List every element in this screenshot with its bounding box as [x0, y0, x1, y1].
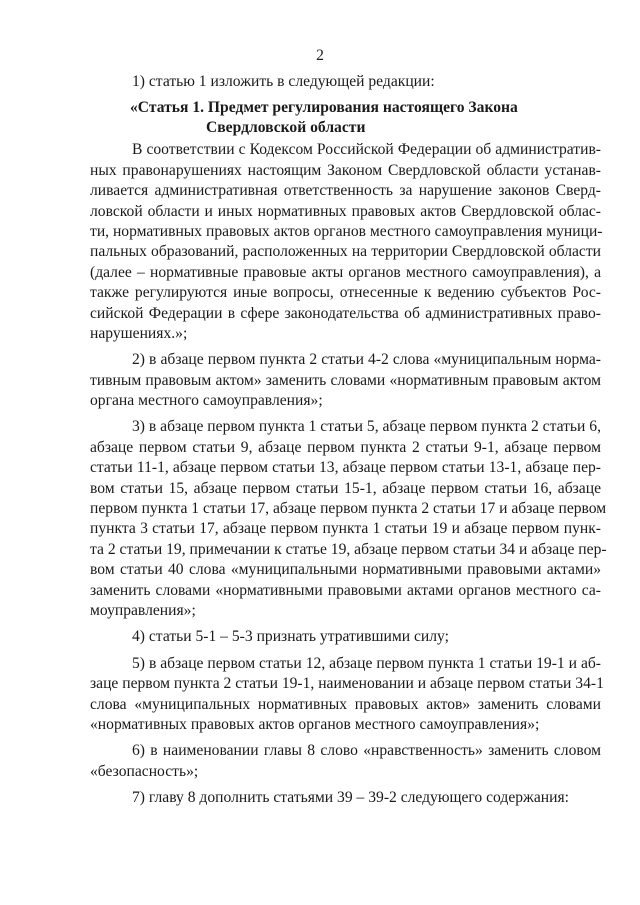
text-line: заце первом пункта 2 статьи 19-1, наименовании и абзаце первом статьи 34-1 — [90, 675, 604, 693]
article-heading — [90, 98, 601, 138]
page-number: 2 — [316, 47, 324, 64]
text-line: пункта 3 статьи 17, абзаце первом пункта 1 статьи 19 и абзаце первом пунк- — [90, 520, 601, 538]
text-line: нарушениях.»; — [90, 324, 188, 342]
item-7 — [90, 788, 601, 808]
text-line: В соответствии с Кодексом Российской Федерации об административ- — [132, 141, 601, 159]
text-line: та 2 статьи 19, примечании к статье 19, абзаце первом статьи 34 и абзаце пер- — [90, 540, 607, 558]
item-6 — [90, 741, 601, 782]
text-line: ливается административная ответственность за нарушение законов Сверд- — [90, 182, 601, 200]
text-line: 7) главу 8 дополнить статьями 39 – 39-2 следующего содержания: — [132, 789, 569, 807]
text-line: моуправления»; — [90, 601, 196, 619]
document-body — [90, 72, 607, 815]
text-line: 6) в наименовании главы 8 слово «нравственность» заменить словом — [132, 742, 601, 760]
text-line: сийской Федерации в сфере законодательства об административных право- — [90, 304, 601, 322]
item-3 — [90, 417, 607, 621]
text-line: пальных образований, расположенных на территории Свердловской области — [90, 243, 601, 261]
text-line: слова «муниципальных нормативных правовых актов» заменить словами — [90, 695, 601, 713]
text-line: «безопасность»; — [90, 762, 199, 780]
item-1: 1) статью 1 изложить в следующей редакции: — [132, 73, 435, 90]
text-line: первом пункта 1 статьи 17, абзаце первом пункта 2 статьи 17 и абзаце первом — [90, 500, 607, 518]
text-line: 5) в абзаце первом статьи 12, абзаце первом пункта 1 статьи 19-1 и аб- — [132, 654, 601, 672]
heading-line: «Статья 1. Предмет регулирования настоящего Закона — [130, 99, 518, 117]
text-line: ных правонарушениях настоящим Законом Свердловской области устанав- — [90, 161, 601, 179]
text-line: тивным правовым актом» заменить словами «нормативным правовым актом — [90, 371, 601, 389]
item-2 — [90, 350, 601, 411]
text-line: статьи 11-1, абзаце первом статьи 13, абзаце первом статьи 13-1, абзаце пер- — [90, 459, 601, 477]
text-line: абзаце первом статьи 9, абзаце первом пункта 2 статьи 9-1, абзаце первом — [90, 438, 601, 456]
text-line: ти, нормативных правовых актов органов местного самоуправления муници- — [90, 222, 603, 240]
text-line: (далее – нормативные правовые акты органов местного самоуправления), а — [90, 263, 601, 281]
text-line: органа местного самоуправления»; — [90, 392, 323, 410]
text-line: 2) в абзаце первом пункта 2 статьи 4-2 слова «муниципальным норма- — [132, 351, 601, 369]
item-4 — [90, 627, 601, 647]
text-line: заменить словами «нормативными правовыми актами органов местного са- — [90, 581, 601, 599]
heading-line: Свердловской области — [206, 119, 366, 137]
text-line: «нормативных правовых актов органов местного самоуправления»; — [90, 715, 540, 733]
text-line: ловской области и иных нормативных правовых актов Свердловской облас- — [90, 202, 601, 220]
item-5 — [90, 654, 604, 736]
text-line: 3) в абзаце первом пункта 1 статьи 5, абзаце первом пункта 2 статьи 6, — [132, 418, 601, 436]
text-line: 4) статьи 5-1 – 5-3 признать утратившими силу; — [132, 628, 449, 646]
article1-body — [90, 140, 601, 344]
text-line: также регулируются иные вопросы, отнесенные к ведению субъектов Рос- — [90, 284, 601, 302]
text-line: вом статьи 40 слова «муниципальными нормативными правовыми актами» — [90, 561, 601, 579]
paragraph-list — [90, 140, 607, 808]
text-line: вом статьи 15, абзаце первом статьи 15-1, абзаце первом статьи 16, абзаце — [90, 479, 601, 497]
